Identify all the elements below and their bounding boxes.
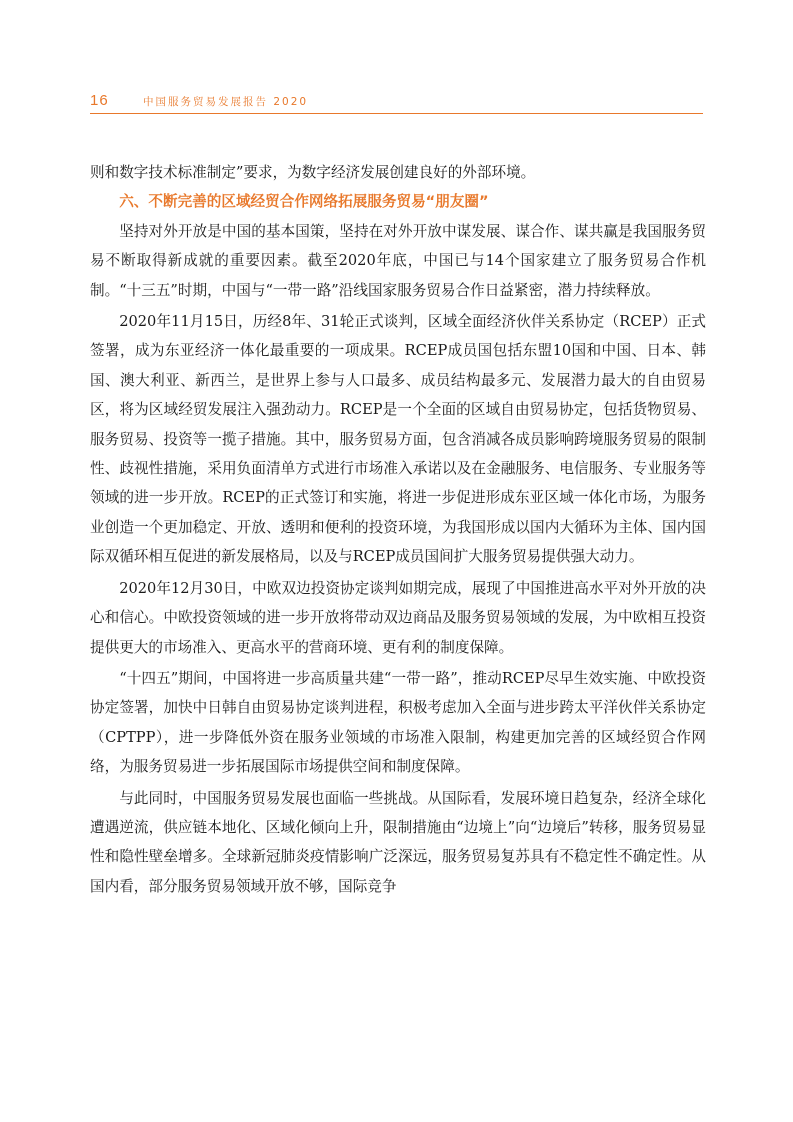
page-number: 16 xyxy=(90,92,109,109)
running-title: 中国服务贸易发展报告 2020 xyxy=(143,96,309,108)
paragraph-opening-policy: 坚持对外开放是中国的基本国策，坚持在对外开放中谋发展、谋合作、谋共赢是我国服务贸易不断取得新成就的重要因素。截至2020年底，中国已与14个国家建立了服务贸易合作机制。“十三五”时期，中国与“一带一路”沿线国家服务贸易合作日益紧密，潜力持续释放。 xyxy=(90,222,706,299)
document-body xyxy=(90,158,706,901)
paragraph-14th-five-year: “十四五”期间，中国将进一步高质量共建“一带一路”，推动RCEP尽早生效实施、中欧投资协定签署，加快中日韩自由贸易协定谈判进程，积极考虑加入全面与进步跨太平洋伙伴关系协定（CPTPP），进一步降低外资在服务业领域的市场准入限制，构建更加完善的区域经贸合作网络，为服务贸易进一步拓展国际市场提供空间和制度保障。 xyxy=(90,669,706,776)
paragraph-challenges: 与此同时，中国服务贸易发展也面临一些挑战。从国际看，发展环境日趋复杂，经济全球化遭遇逆流，供应链本地化、区域化倾向上升，限制措施由“边境上”向“边境后”转移，服务贸易显性和隐性壁垒增多。全球新冠肺炎疫情影响广泛深远，服务贸易复苏具有不稳定性不确定性。从国内看，部分服务贸易领域开放不够，国际竞争 xyxy=(90,789,706,895)
page-header xyxy=(90,92,703,112)
paragraph-rcep: 2020年11月15日，历经8年、31轮正式谈判，区域全面经济伙伴关系协定（RCEP）正式签署，成为东亚经济一体化最重要的一项成果。RCEP成员国包括东盟10国和中国、日本、韩国、澳大利亚、新西兰，是世界上参与人口最多、成员结构最多元、发展潜力最大的自由贸易区，将为区域经贸发展注入强劲动力。RCEP是一个全面的区域自由贸易协定，包括货物贸易、服务贸易、投资等一揽子措施。其中，服务贸易方面，包含消减各成员影响跨境服务贸易的限制性、歧视性措施，采用负面清单方式进行市场准入承诺以及在金融服务、电信服务、专业服务等领域的进一步开放。RCEP的正式签订和实施，将进一步促进形成东亚区域一体化市场，为服务业创造一个更加稳定、开放、透明和便利的投资环境，为我国形成以国内大循环为主体、国内国际双循环相互促进的新发展格局，以及与RCEP成员国间扩大服务贸易提供强大动力。 xyxy=(90,313,706,566)
paragraph-china-eu: 2020年12月30日，中欧双边投资协定谈判如期完成，展现了中国推进高水平对外开放的决心和信心。中欧投资领域的进一步开放将带动双边商品及服务贸易领域的发展，为中欧相互投资提供更大的市场准入、更高水平的营商环境、更有利的制度保障。 xyxy=(90,579,706,656)
paragraph-continued: 则和数字技术标准制定”要求，为数字经济发展创建良好的外部环境。 xyxy=(90,164,536,181)
header-divider xyxy=(90,113,703,114)
section-heading: 六、不断完善的区域经贸合作网络拓展服务贸易“朋友圈” xyxy=(119,193,489,211)
